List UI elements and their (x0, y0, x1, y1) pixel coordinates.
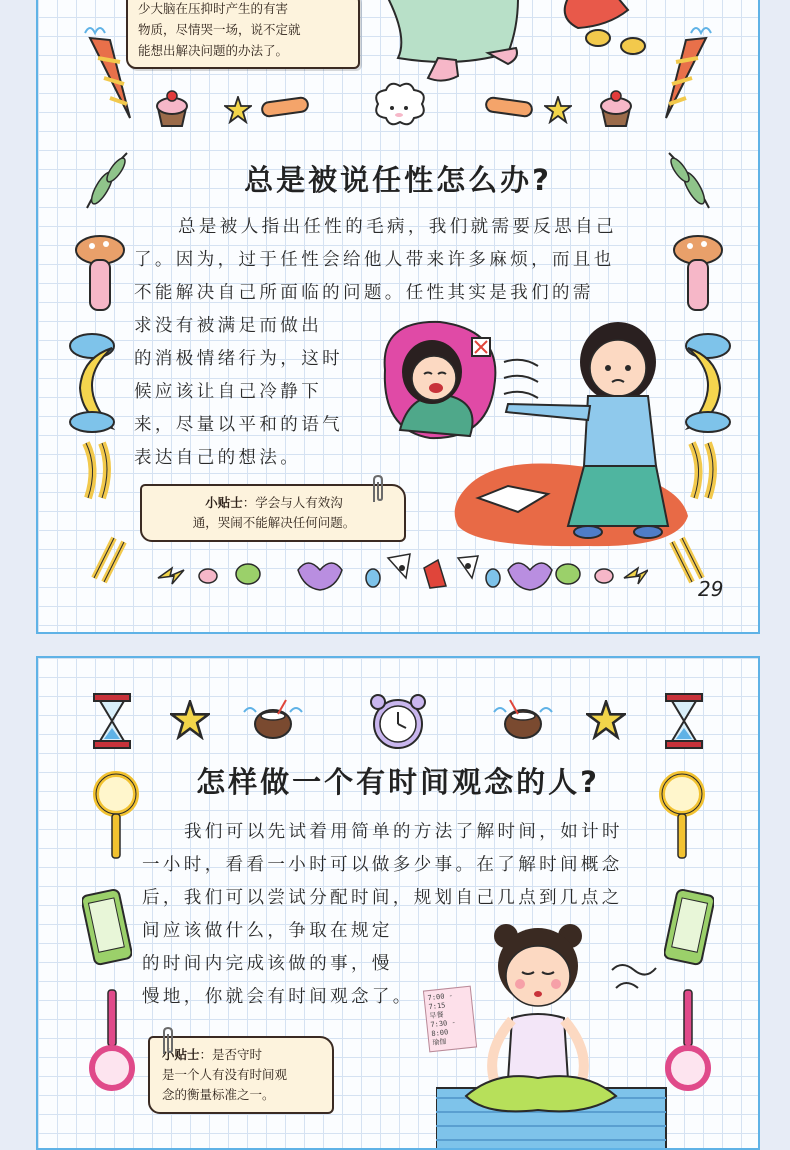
party-horn-icon (80, 18, 140, 128)
magnifier-icon (654, 768, 710, 864)
tip-text: ：学会与人有效沟 (242, 495, 343, 510)
paragraph-line: 求没有被满足而做出 (134, 316, 323, 336)
paragraph-line: 我们可以先试着用简单的方法了解时间，如计时 (184, 822, 623, 842)
tip-text: 是一个人有没有时间观 (162, 1067, 288, 1082)
hourglass-icon (664, 692, 704, 750)
schedule-line: 瑜伽 (431, 1037, 447, 1047)
note-line: 物质，尽情哭一场，说不定就 (138, 22, 301, 37)
alarm-clock-icon (364, 688, 432, 756)
schedule-line: 7:00 - 7:15 (427, 991, 454, 1012)
phone-icon (82, 888, 132, 968)
tip-box (140, 484, 406, 542)
top-tip-note (126, 0, 360, 69)
magnifier-icon (88, 768, 144, 864)
sheep-face-icon (368, 82, 430, 130)
paragraph-line: 慢地，你就会有时间观念了。 (142, 987, 414, 1007)
cupcake-icon (594, 86, 638, 130)
paintbrush-icon (84, 528, 134, 588)
page-29 (36, 0, 760, 634)
paragraph-line: 了。因为，过于任性会给他人带来许多麻烦，而且也 (134, 250, 615, 270)
bandage-icon (260, 96, 310, 118)
paragraph-line: 后，我们可以尝试分配时间，规划自己几点到几点之 (142, 888, 623, 908)
party-horn-icon (656, 18, 716, 128)
paperclip-icon (158, 1026, 178, 1056)
cupcake-icon (150, 86, 194, 130)
tip-label: 小贴士 (162, 1047, 200, 1062)
paragraph-line: 不能解决自己所面临的问题。任性其实是我们的需 (134, 283, 594, 303)
coconut-icon (488, 698, 558, 742)
note-line: 少大脑在压抑时产生的有害 (138, 1, 289, 16)
bottom-decoration-row (148, 548, 648, 598)
star-icon (224, 96, 252, 124)
paragraph-line: 的时间内完成该做的事，慢 (142, 954, 393, 974)
paragraph-line: 候应该让自己冷静下 (134, 382, 323, 402)
schedule-line: 早餐 (429, 1010, 444, 1021)
next-page (36, 656, 760, 1150)
paragraph-line: 的消极情绪行为，这时 (134, 349, 343, 369)
paperclip-icon (368, 474, 388, 504)
note-line: 能想出解决问题的办法了。 (138, 43, 289, 58)
magnifier-icon (84, 988, 140, 1098)
tip-label: 小贴士 (205, 495, 243, 510)
tip-text: ：是否守时 (199, 1047, 263, 1062)
page-title: 怎样做一个有时间观念的人? (196, 765, 600, 799)
wind-lines-icon (608, 958, 658, 1002)
paragraph-line: 一小时，看看一小时可以做多少事。在了解时间概念 (142, 855, 623, 875)
paragraph-line: 表达自己的想法。 (134, 448, 302, 468)
paragraph-line: 间应该做什么，争取在规定 (142, 921, 393, 941)
ribbon-icon (672, 438, 722, 508)
paragraph-line: 来，尽量以平和的语气 (134, 415, 343, 435)
tip-text: 念的衡量标准之一。 (162, 1087, 275, 1102)
mushroom-icon (670, 230, 726, 316)
tip-text: 通，哭闹不能解决任何问题。 (192, 515, 356, 530)
paragraph-line: 总是被人指出任性的毛病，我们就需要反思自己 (178, 217, 617, 237)
pointing-girl-illustration (438, 316, 698, 556)
mushroom-icon (72, 230, 128, 316)
page-number: 29 (698, 577, 724, 601)
star-icon (170, 700, 210, 740)
star-icon (586, 700, 626, 740)
schedule-sticky-note (423, 986, 477, 1053)
coconut-icon (238, 698, 308, 742)
moon-icon (62, 328, 132, 438)
hourglass-icon (92, 692, 132, 750)
bandage-icon (484, 96, 534, 118)
star-icon (544, 96, 572, 124)
schedule-line: 7:30 - 8:00 (430, 1018, 457, 1038)
ribbon-icon (78, 438, 128, 508)
page-title: 总是被说任性怎么办? (244, 163, 552, 197)
girls-illustration-top (368, 0, 698, 88)
